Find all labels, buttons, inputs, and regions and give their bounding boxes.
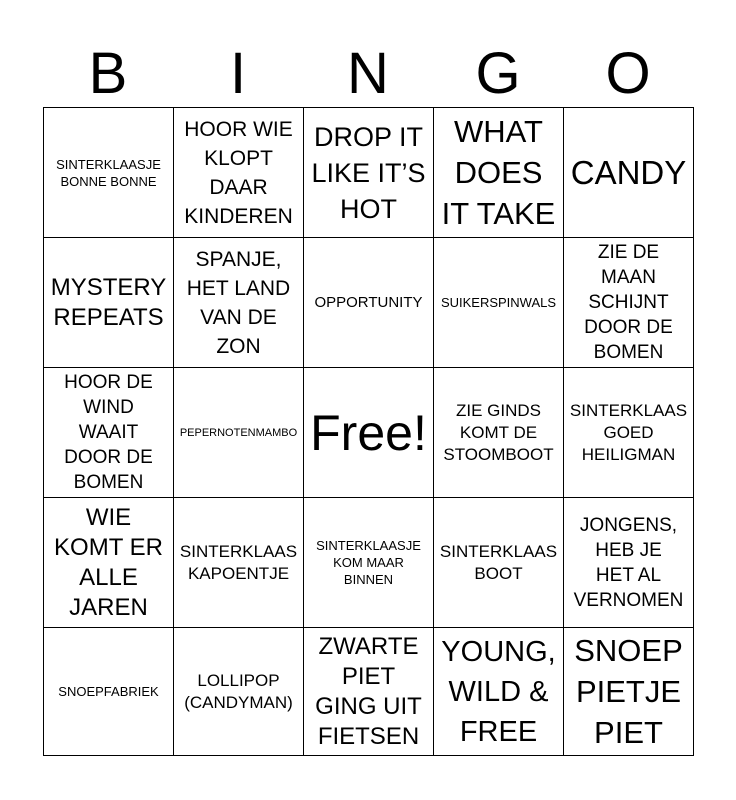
cell-text: HOOR WIE KLOPT DAAR KINDEREN bbox=[184, 117, 293, 228]
cell-text: SPANJE, HET LAND VAN DE ZON bbox=[186, 247, 291, 358]
cell-text: ZIE GINDS KOMT DE STOOMBOOT bbox=[443, 400, 554, 464]
bingo-cell[interactable] bbox=[434, 628, 564, 756]
bingo-cell[interactable] bbox=[434, 238, 564, 368]
cell-text: JONGENS, HEB JE HET AL VERNOMEN bbox=[573, 514, 684, 611]
bingo-cell[interactable] bbox=[564, 108, 694, 238]
free-space-text: Free! bbox=[310, 404, 427, 461]
bingo-cell[interactable] bbox=[434, 368, 564, 498]
bingo-cell[interactable] bbox=[434, 108, 564, 238]
bingo-cell[interactable] bbox=[44, 108, 174, 238]
bingo-cell[interactable] bbox=[304, 628, 434, 756]
bingo-cell[interactable] bbox=[44, 628, 174, 756]
bingo-cell[interactable] bbox=[174, 108, 304, 238]
bingo-cell[interactable] bbox=[304, 108, 434, 238]
bingo-cell[interactable] bbox=[304, 498, 434, 628]
bingo-cell[interactable] bbox=[174, 498, 304, 628]
bingo-cell[interactable] bbox=[44, 498, 174, 628]
cell-text: OPPORTUNITY bbox=[314, 294, 423, 311]
cell-text: YOUNG, WILD & FREE bbox=[441, 635, 556, 748]
cell-text: CANDY bbox=[570, 153, 687, 191]
cell-text: SNOEP PIETJE PIET bbox=[574, 633, 683, 750]
bingo-cell[interactable] bbox=[564, 238, 694, 368]
bingo-cell[interactable] bbox=[564, 628, 694, 756]
bingo-grid bbox=[43, 107, 694, 756]
free-space-cell[interactable] bbox=[304, 368, 434, 498]
title-letter-b: B bbox=[88, 41, 128, 106]
title-letter-o: O bbox=[605, 41, 651, 106]
cell-text: SUIKERSPINWALS bbox=[440, 295, 557, 310]
cell-text: HOOR DE WIND WAAIT DOOR DE BOMEN bbox=[64, 372, 153, 493]
bingo-cell[interactable] bbox=[434, 498, 564, 628]
cell-text: MYSTERY REPEATS bbox=[50, 273, 167, 331]
cell-text: PEPERNOTENMAMBO bbox=[179, 426, 298, 439]
bingo-title bbox=[43, 40, 693, 108]
bingo-cell[interactable] bbox=[174, 238, 304, 368]
cell-text: SINTERKLAAS KAPOENTJE bbox=[179, 541, 298, 583]
bingo-cell[interactable] bbox=[174, 628, 304, 756]
bingo-cell[interactable] bbox=[44, 238, 174, 368]
cell-text: SINTERKLAASJE BONNE BONNE bbox=[56, 156, 161, 189]
bingo-cell[interactable] bbox=[304, 238, 434, 368]
bingo-cell[interactable] bbox=[564, 368, 694, 498]
cell-text: WHAT DOES IT TAKE bbox=[441, 114, 556, 231]
cell-text: SNOEPFABRIEK bbox=[58, 684, 159, 699]
title-letter-n: N bbox=[347, 41, 389, 106]
title-letter-i: I bbox=[229, 41, 247, 106]
cell-text: DROP IT LIKE IT’S HOT bbox=[311, 121, 426, 224]
cell-text: ZIE DE MAAN SCHIJNT DOOR DE BOMEN bbox=[584, 242, 673, 363]
title-letter-g: G bbox=[475, 41, 521, 106]
cell-text: SINTERKLAAS BOOT bbox=[439, 541, 558, 583]
bingo-cell[interactable] bbox=[44, 368, 174, 498]
bingo-cell[interactable] bbox=[564, 498, 694, 628]
cell-text: SINTERKLAAS GOED HEILIGMAN bbox=[569, 400, 688, 464]
cell-text: SINTERKLAASJE KOM MAAR BINNEN bbox=[316, 538, 421, 587]
cell-text: ZWARTE PIET GING UIT FIETSEN bbox=[315, 632, 422, 750]
cell-text: LOLLIPOP (CANDYMAN) bbox=[184, 670, 293, 712]
bingo-cell[interactable] bbox=[174, 368, 304, 498]
cell-text: WIE KOMT ER ALLE JAREN bbox=[54, 503, 163, 621]
